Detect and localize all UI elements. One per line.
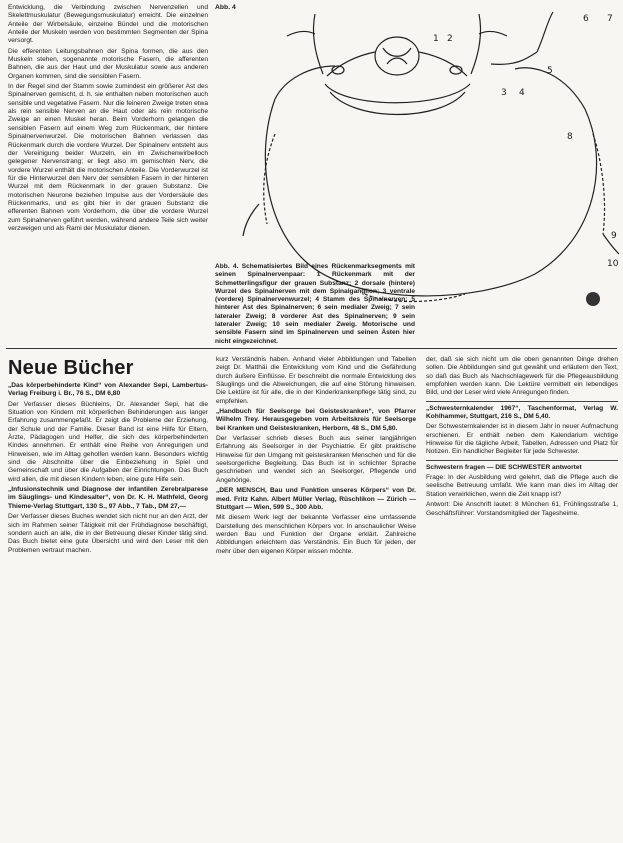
figure-caption: Abb. 4. Schematisiertes Bild eines Rückenmarksegments mit seinen Spinalnervenpaar: 1 Rückenmark mit der Schmetterlingsfigur der grauen Substanz; 2 dorsale (hintere) Wurzel des Spinalnerven mit dem Spinalganglion; 3 ventrale (vordere) Spinalnervenwurzel; 4 Stamm des Spinalnerven; 5 hinterer Ast des Spinalnerven; 6 sein medialer Zweig; 7 sein lateraler Zweig; 8 vorderer Ast des Spinalnerven; 9 sein lateraler Zweig; 10 sein medialer Zweig. Motorische und sensible Fasern sind im Spinalnerven und seinen Ästen hier nicht eingezeichnet. — [215, 263, 415, 345]
review-body: der, daß sie sich nicht um die oben genannten Dinge drehen sollen. Die Abbildungen sind gut gewählt und erläutern den Text, so daß das Buch als Nachschlagewerk für die Pflegeausbildung empfohlen werden kann. Die Lektüre vermittelt ein lebendiges Bild, und der Leser wird viele Anregungen finden. — [426, 356, 618, 397]
figure-number-3: 3 — [501, 88, 507, 98]
paragraph: Entwicklung, die Verbindung zwischen Nervenzellen und Skelettmuskulatur (Bewegungsmuskulatur) erreicht. Die einzelnen Anteile der Wirbelsäule, einzelne Bündel und die motorischen Anteile der Muskeln werden von bestimmten Segmenten der Spina versorgt. — [8, 4, 208, 45]
review-body: Der Schwesternkalender ist in diesem Jahr in neuer Aufmachung erschienen. Er enthält neben dem Kalendarium wichtige Hinweise für die tägliche Arbeit, Tabellen, Adressen und Platz für Notizen. Ein handlicher Begleiter für jede Schwester. — [426, 423, 618, 456]
figure-number-1: 1 — [433, 34, 439, 44]
figure-number-10: 10 — [607, 259, 619, 269]
figure-number-5: 5 — [547, 66, 553, 76]
section-divider — [6, 348, 617, 349]
figure-number-4: 4 — [519, 88, 525, 98]
paragraph: In der Regel sind der Stamm sowie zumindest ein größerer Ast des Spinalnerven gemischt, d. h. sie enthalten neben motorischen auch sensible und vegetative Fasern. Nur die feineren Zweige treten etwa als rein sensible Nerven an die Haut oder als rein motorische Zweige an einen Muskel heran. Beim Vorderhorn gelangen die sensiblen Fasern auf einem Weg zum Rückenmark, der hintere Spinalnervenwurzel. Die motorischen Bahnen verlassen das Rückenmark durch die vordere Wurzel. Der Spinalnerv entsteht aus der Vereinigung beider Wurzeln, ein im Zwischenwirbelloch gelegener Nervenstrang; er liegt also im gemischten Nerv, die vordere Wurzel enthält die motorischen Anteile. Die Vorderwurzel ist für die Hinterwurzel den Nerv der sensiblen Fasern in der hinteren Wurzel mit dem Rückenmark in der grauen Substanz. Die motorischen Neurone beziehen Impulse aus der Vordersäule des Rückenmarks, und es gibt hier in der grauen Substanz die efferenten Bahnen vom Vorderhorn, die über die vordere Wurzel zum Spinalnerven geführt werden, während andere Teile sich weiter verzweigen und als Rami der Muskulatur dienen. — [8, 83, 208, 232]
dark-marker-dot — [586, 292, 600, 306]
review-title: „DER MENSCH, Bau und Funktion unseres Körpers“ von Dr. med. Fritz Kahn. Albert Müller Verlag, Rüschlikon — Zürich — Stuttgart — Wien, 599 S., 300 Abb. — [216, 487, 416, 511]
separator — [426, 460, 618, 461]
review-title: „Handbuch für Seelsorge bei Geisteskranken“, von Pfarrer Wilhelm Trey. Herausgegeben vom Arbeitskreis für Seelsorge bei Kranken und Geisteskranken, Herborn, 48 S., DM 5,80. — [216, 408, 416, 432]
review-body: Mit diesem Werk legt der bekannte Verfasser eine umfassende Darstellung des menschlichen Körpers vor. In anschaulicher Weise werden Bau und Funktion der Organe erklärt. Zahlreiche Abbildungen erleichtern das Verständnis. Ein Buch für jeden, der mehr über den eigenen Körper wissen möchte. — [216, 514, 416, 555]
review-body: Der Verfasser dieses Büchleins, Dr. Alexander Sepi, hat die Situation von Kindern mit körperlichen Behinderungen aus langer Erfahrung zusammengefaßt. Er zeigt die Probleme der Erziehung, der Schule und der Familie. Dieser Band ist eine Hilfe für Eltern, Ärzte, Pädagogen und Helfer, die sich des körperbehinderten Kindes annehmen. Er enthält eine Reihe von Anregungen und Hinweisen, wie im Alltag geholfen werden kann. Besonders wichtig sind die Abschnitte über die Einbeziehung in Spiel und Gemeinschaft und über die Aufgaben der Einrichtungen. Das Buch wird allen, die mit diesen Kindern leben, eine gute Hilfe sein. — [8, 400, 208, 483]
book-reviews-column-2 — [216, 356, 416, 558]
figure-number-6: 6 — [583, 14, 589, 24]
figure-number-8: 8 — [567, 132, 573, 142]
figure-number-9: 9 — [611, 231, 617, 241]
review-title: „Infusionstechnik und Diagnose der infantilen Zerebralparese im Säuglings- und Kindesalter“, von Dr. K. H. Mathfeld, Georg Thieme-Verlag Stuttgart, 130 S., 97 Abb., 7 Tab., DM 27,— — [8, 486, 208, 510]
qa-answer: Antwort: Die Anschrift lautet: 8 München 61, Frühlingsstraße 1, Geschäftsführer: Vorstandsmitglied der Tagesheime. — [426, 501, 618, 517]
review-title: „Das körperbehinderte Kind“ von Alexander Sepi, Lambertus-Verlag Freiburg i. Br., 76 S., DM 6,80 — [8, 382, 208, 398]
review-body: Der Verfasser dieses Buches wendet sich nicht nur an den Arzt, der sich im Rahmen seiner Tätigkeit mit der Frühdiagnose beschäftigt, sondern auch an alle, die in der Betreuung dieser Kinder tätig sind. Das Buch bietet eine gute Übersicht und wird den Leser mit den Problemen vertraut machen. — [8, 513, 208, 554]
separator — [426, 401, 618, 402]
book-reviews-column-3 — [426, 356, 618, 520]
figure-number-2: 2 — [447, 34, 453, 44]
figure-number-7: 7 — [607, 14, 613, 24]
review-title: „Schwesternkalender 1967“, Taschenformat, Verlag W. Kohlhammer, Stuttgart, 216 S., DM 5,40. — [426, 404, 618, 421]
qa-question: Frage: In der Ausbildung wird gelehrt, daß die Pflege auch die seelische Betreuung umfaßt. Wie kann man dies im Alltag der Station verwirklichen, wenn die Zeit knapp ist? — [426, 474, 618, 498]
qa-heading: Schwestern fragen — DIE SCHWESTER antwortet — [426, 463, 582, 471]
review-body: kurz Verständnis haben. Anhand vieler Abbildungen und Tabellen zeigt Dr. Matthäi die Entwicklung vom Kind und die Gefährdung durch äußere Einflüsse. Er beschreibt die normale Entwicklung des Säuglings und die Abweichungen, die auf eine Störung hinweisen. Die Lektüre ist für alle, die in der Kinderkrankenpflege tätig sind, zu empfehlen. — [216, 356, 416, 405]
top-left-text-column — [8, 4, 208, 235]
section-heading: Neue Bücher — [8, 357, 134, 379]
review-body: Der Verfasser schrieb dieses Buch aus seiner langjährigen Erfahrung als Seelsorger in der Psychiatrie. Er gibt praktische Hinweise für den Umgang mit geisteskranken Menschen und für die seelsorgerliche Begleitung. Das Buch ist in schlichter Sprache geschrieben und wendet sich an Seelsorger, Pflegende und Angehörige. — [216, 435, 416, 484]
book-reviews-column-1 — [8, 382, 208, 557]
paragraph: Die efferenten Leitungsbahnen der Spina formen, die aus den Muskeln stehen, sogenannte motorische Fasern, die afferenten Bahnen, die aus der Haut und der Muskulatur sowie aus anderen Organen kommen, sind die sensiblen Fasern. — [8, 47, 208, 80]
figure-label: Abb. 4 — [215, 4, 236, 11]
